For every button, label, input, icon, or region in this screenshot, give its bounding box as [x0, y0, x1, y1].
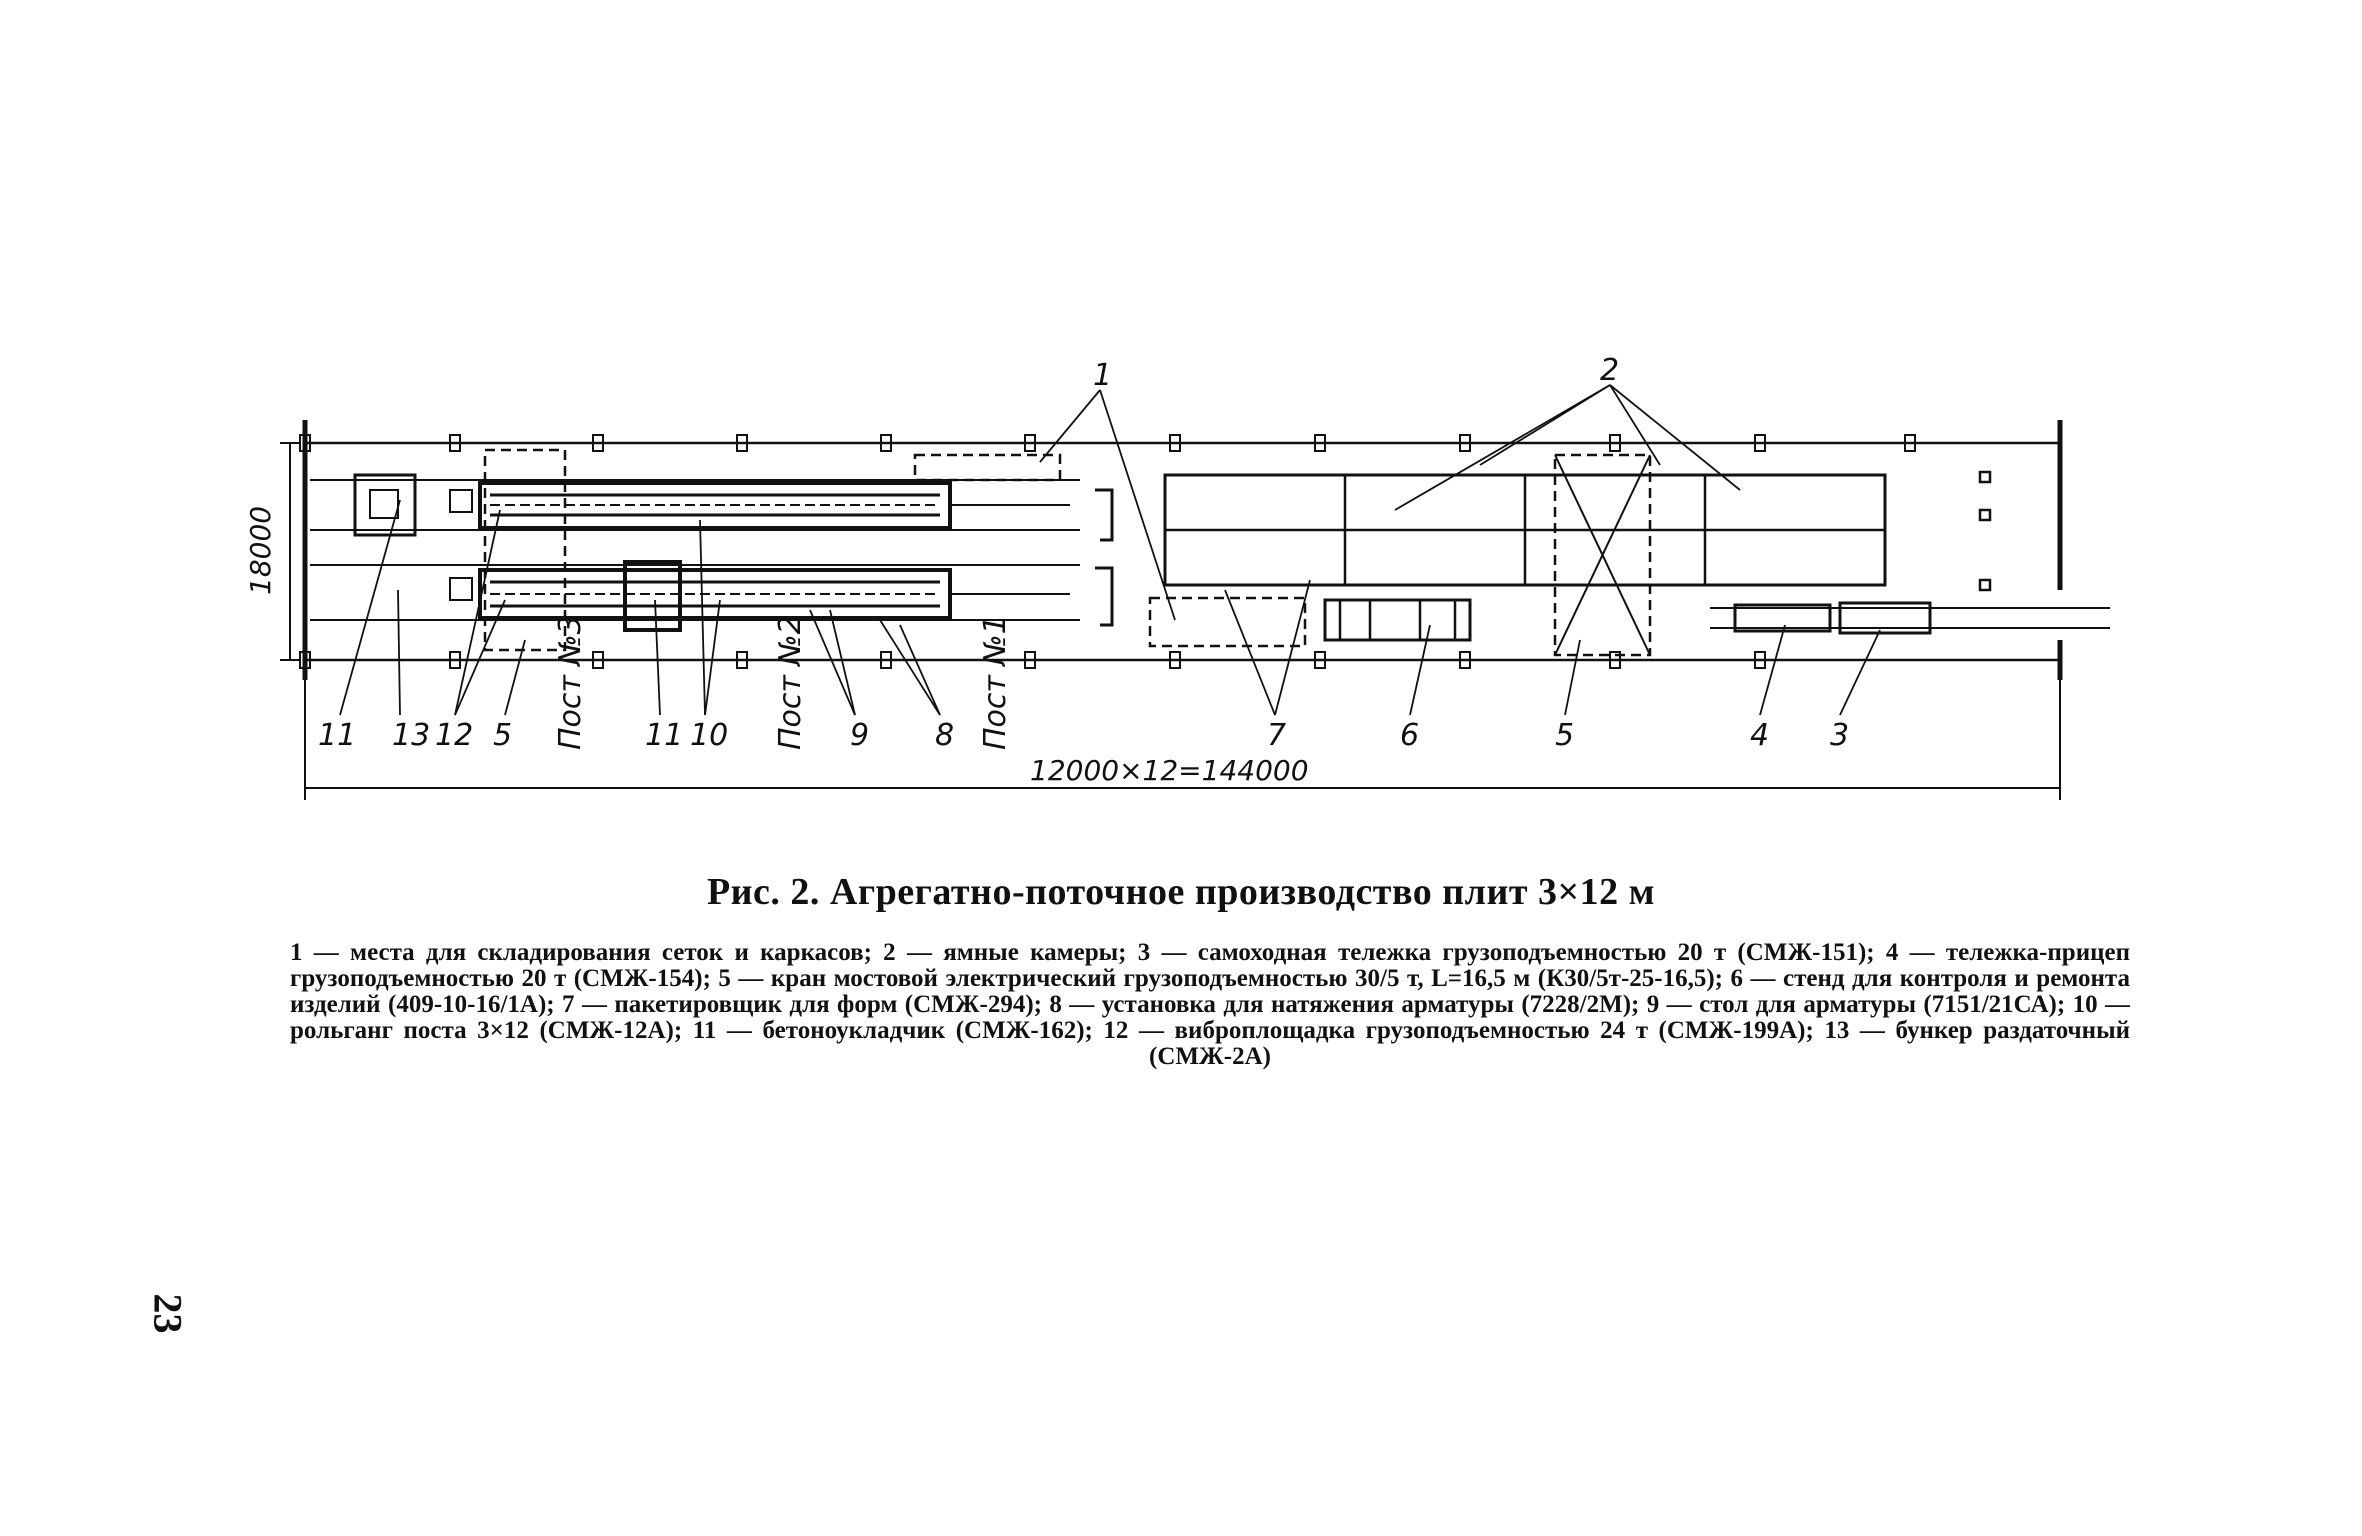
- concrete-placer-1: [355, 475, 415, 535]
- callout-13: 13: [392, 718, 431, 753]
- dimension-horizontal: 12000×12=144000: [1030, 754, 1309, 787]
- callout-4: 4: [1750, 718, 1770, 753]
- storage-area-upper: [915, 455, 1060, 480]
- callout-6: 6: [1400, 718, 1420, 753]
- callout-3: 3: [1830, 718, 1850, 753]
- pit-chambers: [1165, 475, 1885, 585]
- page-number: 23: [145, 1293, 191, 1334]
- callout-2: 2: [1600, 353, 1620, 388]
- callout-12: 12: [435, 718, 474, 753]
- figure-legend: 1 — места для складирования сеток и каркасов; 2 — ямные камеры; 3 — самоходная тележка грузоподъемностью 20 т (СМЖ-151); 4 — тележка-прицеп грузоподъемностью 20 т (СМЖ-154); 5 — кран мостовой электрический грузоподъемностью 30/5 т, L=16,5 м (К30/5т-25-16,5); 6 — стенд для контроля и ремонта изделий (409-10-16/1А); 7 — пакетировщик для форм (СМЖ-294); 8 — установка для натяжения арматуры (7228/2М); 9 — стол для арматуры (7151/21СА); 10 — рольганг поста 3×12 (СМЖ-12А); 11 — бетоноукладчик (СМЖ-162); 12 — виброплощадка грузоподъемностью 24 т (СМЖ-199А); 13 — бункер раздаточный (СМЖ-2А): [290, 939, 2130, 1070]
- post-3-label: Пост №3: [553, 615, 588, 750]
- callout-11-left: 11: [318, 718, 357, 753]
- post-1-label: Пост №1: [978, 615, 1013, 750]
- callout-1: 1: [1093, 358, 1113, 393]
- inspection-stand: [1325, 600, 1470, 640]
- callout-5-right: 5: [1555, 718, 1575, 753]
- production-line-upper: [450, 483, 1070, 528]
- figure-caption-title: Рис. 2. Агрегатно-поточное производство плит 3×12 м: [706, 871, 1656, 913]
- callout-5-left: 5: [493, 718, 513, 753]
- callout-11-mid: 11: [645, 718, 684, 753]
- callout-8: 8: [935, 718, 955, 753]
- callout-10: 10: [690, 718, 729, 753]
- column-markers: [300, 435, 1915, 668]
- storage-area-lower: [1150, 598, 1305, 646]
- post-2-label: Пост №2: [773, 615, 808, 750]
- dimension-vertical: 18000: [244, 505, 277, 595]
- callout-7: 7: [1267, 718, 1287, 753]
- callout-9: 9: [850, 718, 870, 753]
